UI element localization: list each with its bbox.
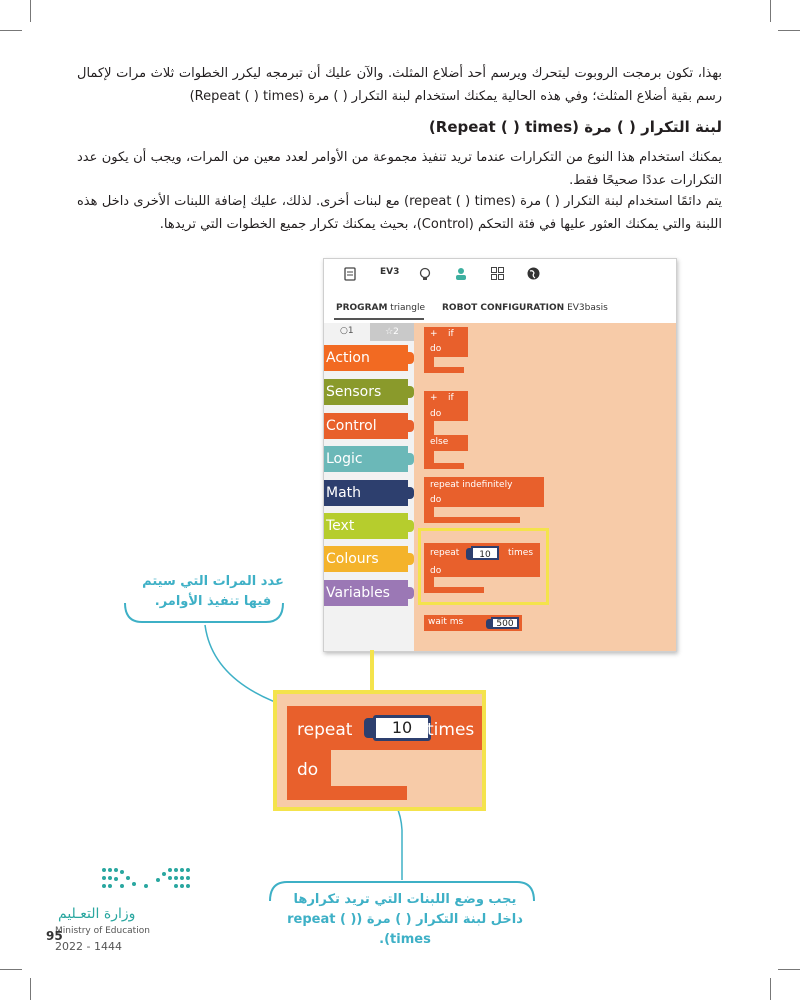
- callout-repeat-count: عدد المرات التي سيتم فيها تنفيذ الأوامر.: [142, 574, 284, 609]
- zoomed-repeat-block: [273, 690, 486, 811]
- category-colours[interactable]: Colours: [324, 546, 408, 572]
- times-label: times: [508, 548, 534, 558]
- wait-label: wait ms: [428, 617, 464, 627]
- repeat-count-field[interactable]: 10: [471, 546, 499, 560]
- ministry-logo: [100, 866, 192, 896]
- category-control[interactable]: Control: [324, 413, 408, 439]
- if-else-do-label: do: [430, 409, 442, 419]
- toolbox-tab-expert[interactable]: ☆2: [370, 323, 414, 341]
- if-label: if: [448, 329, 454, 339]
- if-else-if-label: if: [448, 393, 454, 403]
- repeat-indefinitely-do-label: do: [430, 495, 442, 505]
- if-plus: +: [430, 329, 438, 339]
- category-variables[interactable]: Variables: [324, 580, 408, 606]
- section-heading: لبنة التكرار ( ) مرة (Repeat ( ) times): [428, 118, 722, 136]
- usage-paragraph: يتم دائمًا استخدام لبنة التكرار ( ) مرة (repeat ( ) times) مع لبنات أخرى. لذلك، عليك إضافة اللبنات الأخرى داخل هذه اللبنة والتي يمكنك العثور عليها في فئة التحكم (Control)، بحيث يمكنك تكرار جميع الخطوات التي تريدها.: [77, 194, 722, 232]
- category-action[interactable]: Action: [324, 345, 408, 371]
- description-paragraph: يمكنك استخدام هذا النوع من التكرارات عندما تريد تنفيذ مجموعة من الأوامر لعدد معين من المرات، ويجب أن يكون عدد التكرارات عددًا صحيحًا فقط.: [77, 150, 722, 188]
- category-logic[interactable]: Logic: [324, 446, 408, 472]
- repeat-do-label: do: [430, 566, 442, 576]
- tab-program-label: PROGRAM: [336, 303, 388, 313]
- category-text[interactable]: Text: [324, 513, 408, 539]
- wait-ms-field[interactable]: 500: [491, 617, 519, 629]
- do-label: do: [430, 344, 442, 354]
- else-label: else: [430, 437, 449, 447]
- category-sensors[interactable]: Sensors: [324, 379, 408, 405]
- category-math[interactable]: Math: [324, 480, 408, 506]
- zoom-count-field[interactable]: 10: [373, 715, 431, 741]
- repeat-label: repeat: [430, 548, 460, 558]
- if-else-plus: +: [430, 393, 438, 403]
- zoom-times-label: times: [427, 720, 475, 740]
- zoom-repeat-label: repeat: [297, 720, 353, 740]
- callout-place-blocks: يجب وضع اللبنات التي تريد تكرارها داخل لبنة التكرار ( ) مرة (repeat ( ) times).: [287, 892, 523, 947]
- ev3-label[interactable]: EV3: [380, 267, 400, 277]
- tab-robot-label: ROBOT CONFIGURATION: [442, 303, 565, 313]
- zoom-do-label: do: [297, 760, 319, 780]
- page-number: 95: [46, 929, 63, 943]
- tab-robot-name: EV3basis: [567, 303, 608, 313]
- repeat-indefinitely-label: repeat indefinitely: [430, 480, 513, 490]
- ministry-name-english: Ministry of Education: [55, 926, 150, 936]
- intro-paragraph: بهذا، تكون برمجت الروبوت ليتحرك ويرسم أحد أضلاع المثلث. والآن عليك أن تبرمجه ليكرر الخطوات ثلاث مرات لإكمال رسم بقية أضلاع المثلث؛ وفي هذه الحالية يمكنك استخدام لبنة التكرار ( ) مرة (Repeat ( ) times): [77, 66, 722, 104]
- toolbox-tab-basic[interactable]: ○1: [340, 326, 354, 336]
- tab-program-name: triangle: [390, 303, 425, 313]
- ministry-name-arabic: وزارة التعـليم: [58, 906, 136, 922]
- year-label: 2022 - 1444: [55, 940, 122, 953]
- callout-bracket-top: [122, 600, 286, 628]
